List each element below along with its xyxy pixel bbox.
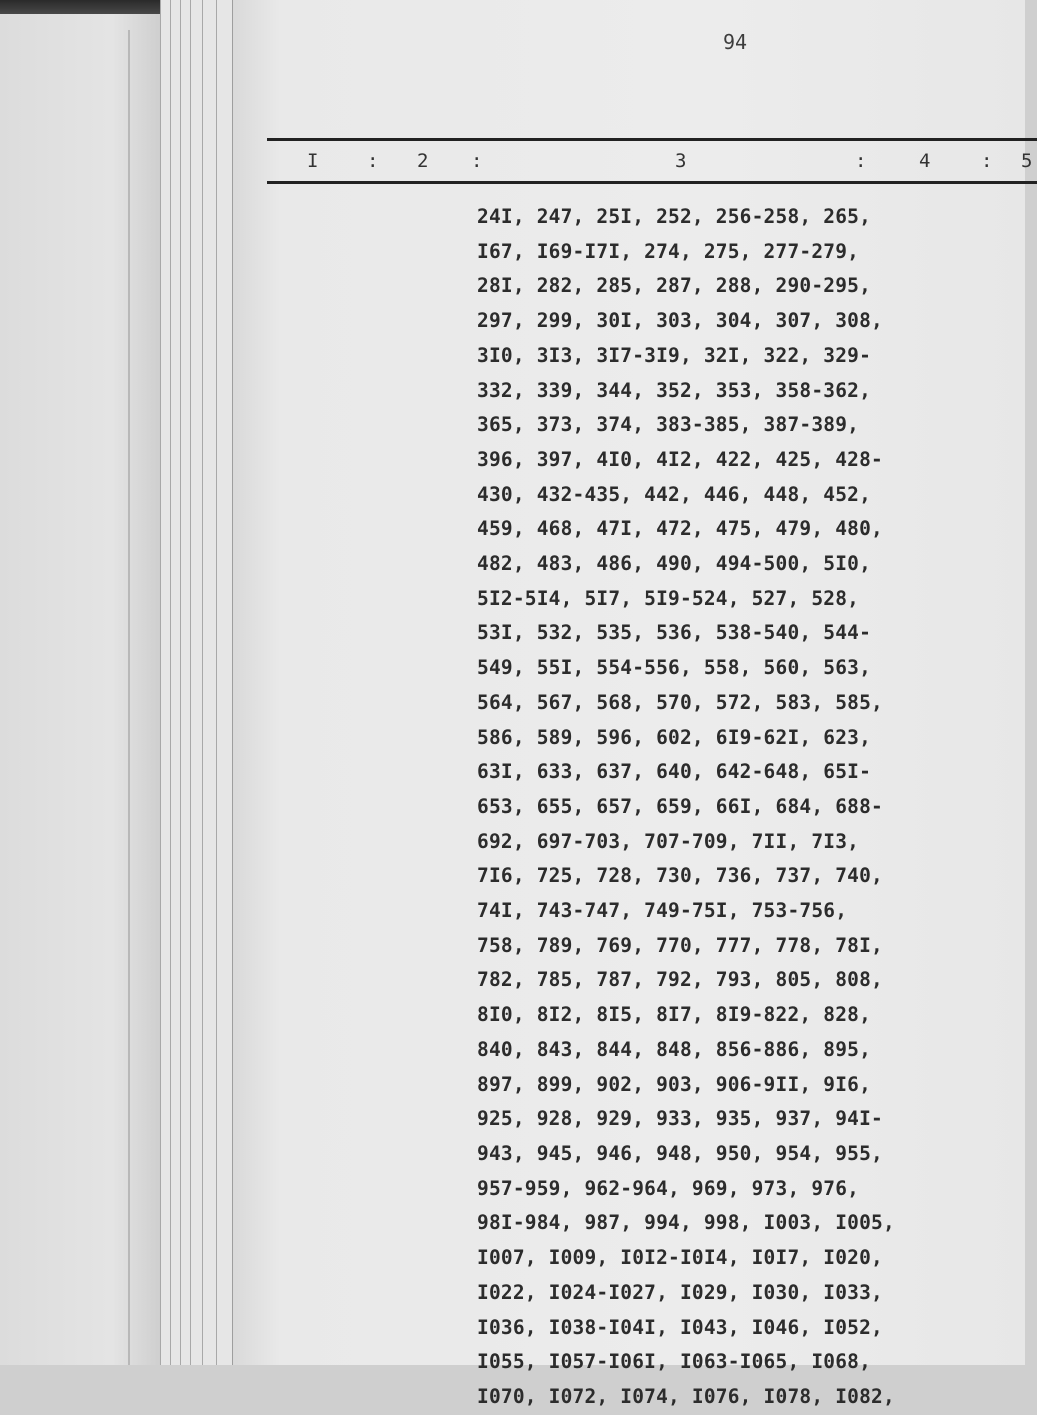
text-line: 840, 843, 844, 848, 856-886, 895, [477,1037,872,1061]
page-stack-edge [202,0,217,1365]
text-line: 758, 789, 769, 770, 777, 778, 78I, [477,933,883,957]
text-line: 925, 928, 929, 933, 935, 937, 94I- [477,1107,883,1131]
text-line: I007, I009, I0I2-I0I4, I0I7, I020, [477,1246,883,1270]
text-line: 24I, 247, 25I, 252, 256-258, 265, [477,205,872,228]
text-line: 63I, 633, 637, 640, 642-648, 65I- [477,760,872,784]
text-line: I070, I072, I074, I076, I078, I082, [477,1384,895,1408]
text-line: I036, I038-I04I, I043, I046, I052, [477,1315,883,1339]
column-separator: : [855,150,867,172]
column-header-row [267,150,1037,176]
page-number-list [477,200,947,1415]
text-line: 8I0, 8I2, 8I5, 8I7, 8I9-822, 828, [477,1003,872,1027]
column-header-3: 3 [675,150,687,172]
text-line: 297, 299, 30I, 303, 304, 307, 308, [477,309,883,333]
text-line: 365, 373, 374, 383-385, 387-389, [477,413,860,437]
text-line: 782, 785, 787, 792, 793, 805, 808, [477,968,883,992]
text-line: 430, 432-435, 442, 446, 448, 452, [477,482,872,506]
text-line: 692, 697-703, 707-709, 7II, 7I3, [477,829,860,853]
table-header-bottom-rule [267,181,1037,184]
text-line: 5I2-5I4, 5I7, 5I9-524, 527, 528, [477,586,860,610]
text-line: 586, 589, 596, 602, 6I9-62I, 623, [477,725,872,749]
text-line: 53I, 532, 535, 536, 538-540, 544- [477,621,872,645]
text-line: 957-959, 962-964, 969, 973, 976, [477,1176,860,1200]
text-line: 897, 899, 902, 903, 906-9II, 9I6, [477,1072,872,1096]
text-line: I022, I024-I027, I029, I030, I033, [477,1280,883,1304]
text-line: 482, 483, 486, 490, 494-500, 5I0, [477,552,872,576]
document-page [232,0,1033,1408]
text-line: 332, 339, 344, 352, 353, 358-362, [477,378,872,402]
text-line: I67, I69-I7I, 274, 275, 277-279, [477,239,860,263]
text-line: 564, 567, 568, 570, 572, 583, 585, [477,690,883,714]
text-line: 653, 655, 657, 659, 66I, 684, 688- [477,794,883,818]
column-separator: : [367,150,379,172]
column-separator: : [471,150,483,172]
text-line: 98I-984, 987, 994, 998, I003, I005, [477,1211,895,1235]
column-separator: : [981,150,993,172]
text-line: 3I0, 3I3, 3I7-3I9, 32I, 322, 329- [477,343,872,367]
text-line: 28I, 282, 285, 287, 288, 290-295, [477,274,872,298]
left-page [0,14,160,1365]
page-stack-edge [216,0,233,1365]
column-header-4: 4 [919,150,931,172]
column-header-1: I [307,150,319,172]
column-header-2: 2 [417,150,429,172]
text-line: 943, 945, 946, 948, 950, 954, 955, [477,1141,883,1165]
text-line: 549, 55I, 554-556, 558, 560, 563, [477,656,872,680]
left-page-edge [128,30,130,1365]
text-line: 396, 397, 4I0, 4I2, 422, 425, 428- [477,447,883,471]
text-line: I055, I057-I06I, I063-I065, I068, [477,1350,872,1374]
text-line: 7I6, 725, 728, 730, 736, 737, 740, [477,864,883,888]
text-line: 74I, 743-747, 749-75I, 753-756, [477,899,848,923]
text-line: 459, 468, 47I, 472, 475, 479, 480, [477,517,883,541]
page-number: 94 [723,30,748,54]
table-header-top-rule [267,138,1037,141]
column-header-5: 5 [1021,150,1033,172]
